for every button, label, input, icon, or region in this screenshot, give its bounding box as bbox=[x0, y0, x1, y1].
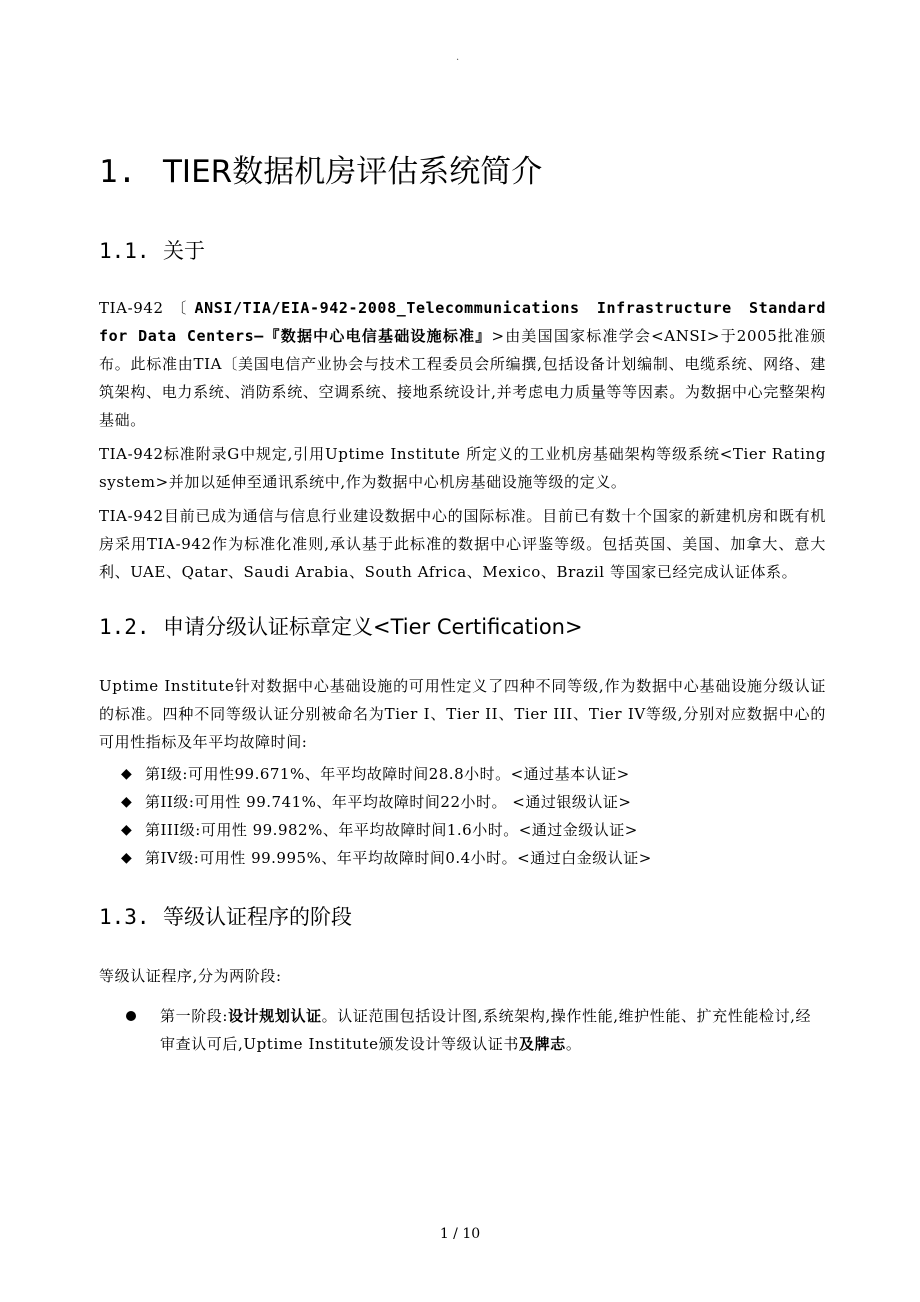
dot-bullet-icon bbox=[126, 1011, 136, 1021]
stage-list bbox=[99, 1002, 826, 1058]
tier-level-text: 第II级:可用性 99.741%、年平均故障时间22小时。 <通过银级认证> bbox=[145, 793, 632, 811]
stage-prefix: 第一阶段: bbox=[160, 1007, 229, 1025]
diamond-bullet-icon: ◆ bbox=[121, 850, 133, 866]
section-number: 1. bbox=[99, 154, 137, 190]
list-item bbox=[99, 760, 826, 788]
tier-level-text: 第III级:可用性 99.982%、年平均故障时间1.6小时。<通过金级认证> bbox=[145, 821, 638, 839]
stage-text: 。认证范围包括设计图,系统架构,操作性能,维护性能、扩充性能检讨,经审查认可后,Uptime Institute颁发设计等级认证书 bbox=[160, 1007, 812, 1053]
paragraph-tier-levels: Uptime Institute针对数据中心基础设施的可用性定义了四种不同等级,作为数据中心基础设施分级认证的标准。四种不同等级认证分别被命名为Tier I、Tier II、Tier III、Tier IV等级,分别对应数据中心的可用性指标及年平均故障时间: bbox=[99, 677, 826, 751]
text-prefix: TIA-942〔 bbox=[99, 299, 195, 317]
paragraph-tier-rating: TIA-942标准附录G中规定,引用Uptime Institute 所定义的工业机房基础架构等级系统<Tier Rating system>并加以延伸至通讯系统中,作为数据中心机房基础设施等级的定义。 bbox=[99, 445, 826, 491]
section-number: 1.2. bbox=[99, 615, 150, 639]
section-1-heading bbox=[99, 150, 826, 194]
section-title: 等级认证程序的阶段 bbox=[163, 905, 352, 929]
tier-level-list bbox=[99, 760, 826, 872]
paragraph-two-stages: 等级认证程序,分为两阶段: bbox=[99, 967, 282, 985]
section-1-1-heading bbox=[99, 236, 826, 266]
diamond-bullet-icon: ◆ bbox=[121, 822, 133, 838]
section-1-2-heading bbox=[99, 612, 826, 642]
paragraph-international-standard: TIA-942目前已成为通信与信息行业建设数据中心的国际标准。目前已有数十个国家的新建机房和既有机房采用TIA-942作为标准化准则,承认基于此标准的数据中心评鉴等级。包括英国、美国、加拿大、意大利、UAE、Qatar、Saudi Arabia、South Africa、Mexico、Brazil 等国家已经完成认证体系。 bbox=[99, 507, 826, 581]
standard-name: ANSI/TIA/EIA-942-2008_Telecommunications Infrastructure Standard for Data Centers—『数据中心电信基础设施标准』 bbox=[99, 299, 827, 345]
page-number: 1 / 10 bbox=[439, 1226, 481, 1242]
tier-level-text: 第I级:可用性99.671%、年平均故障时间28.8小时。<通过基本认证> bbox=[145, 765, 630, 783]
diamond-bullet-icon: ◆ bbox=[121, 766, 133, 782]
header-mark: . bbox=[456, 52, 460, 63]
section-number: 1.1. bbox=[99, 239, 150, 263]
section-title: TIER数据机房评估系统简介 bbox=[163, 154, 543, 190]
stage-name: 设计规划认证 bbox=[228, 1007, 322, 1025]
document-body bbox=[99, 150, 826, 1058]
list-item bbox=[99, 788, 826, 816]
stage-bold-end: 及牌志 bbox=[519, 1035, 566, 1053]
diamond-bullet-icon: ◆ bbox=[121, 794, 133, 810]
tier-level-text: 第IV级:可用性 99.995%、年平均故障时间0.4小时。<通过白金级认证> bbox=[145, 849, 652, 867]
section-1-3-heading bbox=[99, 902, 826, 932]
list-item bbox=[99, 844, 826, 872]
list-item bbox=[99, 1002, 826, 1058]
stage-end: 。 bbox=[565, 1035, 582, 1053]
section-title: 关于 bbox=[163, 239, 205, 263]
list-item bbox=[99, 816, 826, 844]
section-title: 申请分级认证标章定义<Tier Certification> bbox=[163, 615, 583, 639]
paragraph-tia942-intro bbox=[99, 294, 826, 434]
section-number: 1.3. bbox=[99, 905, 150, 929]
text-rest: >由美国国家标准学会<ANSI>于2005批准颁布。此标准由TIA〔美国电信产业协会与技术工程委员会所编撰,包括设备计划编制、电缆系统、网络、建筑架构、电力系统、消防系统、空调系统、接地系统设计,并考虑电力质量等等因素。为数据中心完整架构基础。 bbox=[99, 327, 826, 429]
